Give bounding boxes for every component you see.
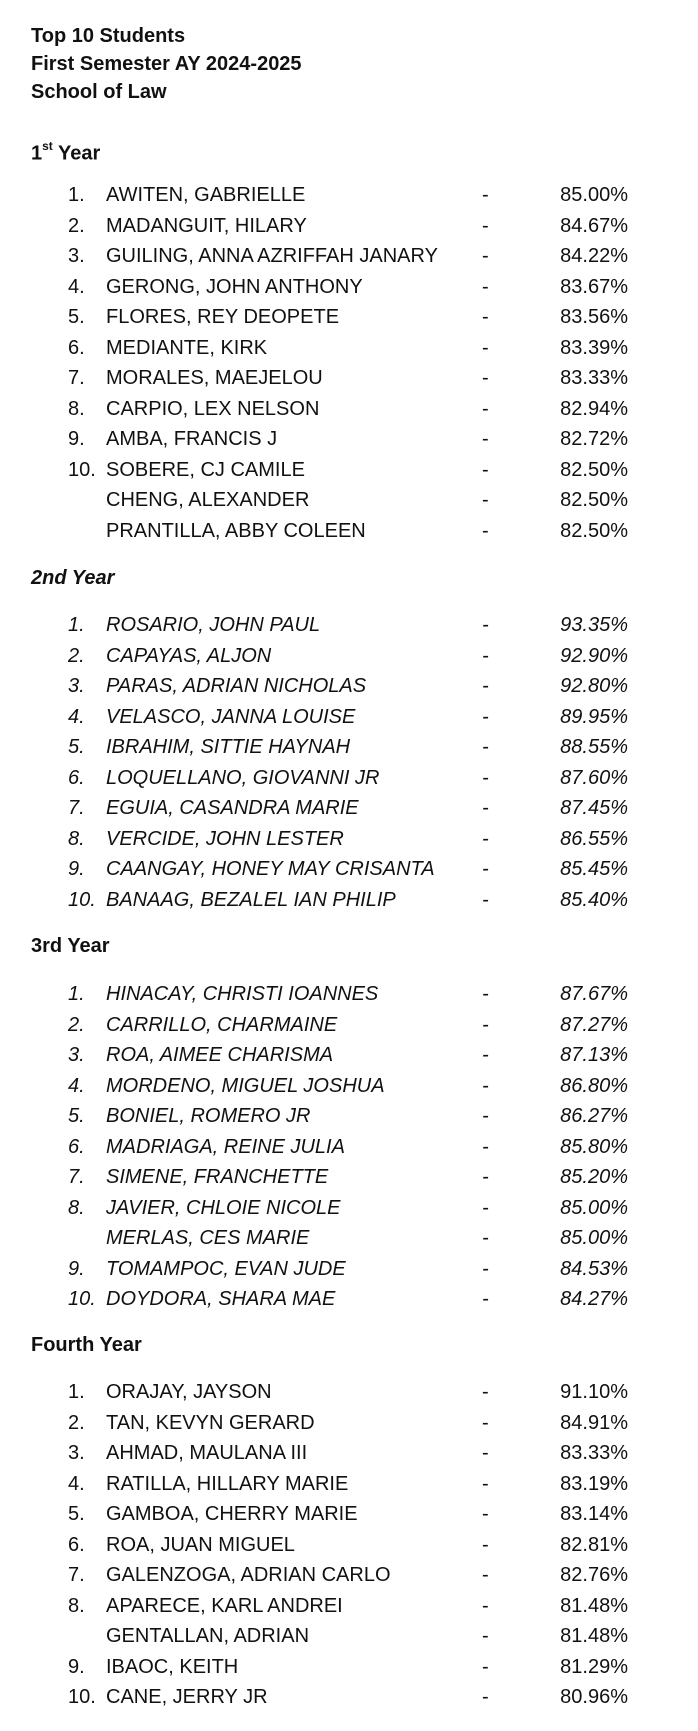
student-row [0, 671, 698, 702]
grade-percentage: 83.19% [560, 1472, 628, 1495]
student-name: RATILLA, HILLARY MARIE [106, 1472, 349, 1495]
grade-percentage: 82.50% [560, 519, 628, 542]
section-title-2nd-year: 2nd Year [31, 567, 115, 589]
separator-dash: - [482, 1135, 489, 1158]
grade-percentage: 86.55% [560, 827, 628, 850]
grade-percentage: 86.27% [560, 1105, 628, 1127]
grade-percentage: 82.94% [560, 397, 628, 420]
student-name: TOMAMPOC, EVAN JUDE [106, 1257, 346, 1280]
grade-percentage: 85.00% [560, 1196, 628, 1219]
grade-percentage: 87.13% [560, 1044, 628, 1066]
separator-dash: - [482, 1074, 489, 1097]
student-name: GUILING, ANNA AZRIFFAH JANARY [106, 245, 438, 267]
grade-percentage: 82.72% [560, 428, 628, 450]
rank-number: 3. [68, 1044, 85, 1066]
rank-number: 8. [68, 827, 85, 850]
student-name: IBRAHIM, SITTIE HAYNAH [106, 736, 351, 758]
student-name: EGUIA, CASANDRA MARIE [106, 797, 359, 819]
rank-number: 4. [68, 705, 85, 728]
separator-dash: - [482, 1044, 489, 1066]
rank-number: 7. [68, 1166, 85, 1188]
student-row [0, 1132, 698, 1163]
rank-number: 8. [68, 397, 85, 420]
separator-dash: - [482, 1166, 489, 1188]
rank-number: 5. [68, 306, 85, 328]
student-name: AMBA, FRANCIS J [106, 428, 278, 450]
separator-dash: - [482, 367, 489, 389]
student-row [0, 272, 698, 303]
rank-number: 10. [68, 888, 96, 911]
rank-number: 4. [68, 275, 85, 298]
student-name: MEDIANTE, KIRK [106, 336, 268, 359]
rank-number: 2. [68, 1411, 85, 1434]
student-row [0, 363, 698, 394]
student-row [0, 824, 698, 855]
student-name: CAANGAY, HONEY MAY CRISANTA [106, 858, 435, 880]
student-name: LOQUELLANO, GIOVANNI JR [106, 766, 380, 789]
student-name: IBAOC, KEITH [106, 1655, 239, 1678]
student-name: PRANTILLA, ABBY COLEEN [106, 519, 366, 542]
grade-percentage: 83.33% [560, 1442, 628, 1464]
grade-percentage: 89.95% [560, 705, 628, 728]
grade-percentage: 87.27% [560, 1013, 628, 1036]
separator-dash: - [482, 644, 489, 667]
student-row [0, 702, 698, 733]
student-name: ROA, JUAN MIGUEL [106, 1533, 295, 1556]
student-name: GERONG, JOHN ANTHONY [106, 275, 363, 298]
separator-dash: - [482, 1442, 489, 1464]
grade-percentage: 82.50% [560, 458, 628, 481]
grade-percentage: 92.90% [560, 644, 628, 667]
grade-percentage: 83.56% [560, 306, 628, 328]
grade-percentage: 86.80% [560, 1074, 628, 1097]
student-row [0, 1284, 698, 1315]
grade-percentage: 85.00% [560, 1227, 628, 1249]
student-name: MORALES, MAEJELOU [106, 367, 323, 389]
separator-dash: - [482, 736, 489, 758]
grade-percentage: 83.39% [560, 336, 628, 359]
rank-number: 3. [68, 245, 85, 267]
grade-percentage: 84.53% [560, 1257, 628, 1280]
student-name: VERCIDE, JOHN LESTER [106, 827, 344, 850]
grade-percentage: 88.55% [560, 736, 628, 758]
separator-dash: - [482, 1288, 489, 1310]
grade-percentage: 84.67% [560, 214, 628, 237]
student-name: CANE, JERRY JR [106, 1686, 268, 1708]
grade-percentage: 85.40% [560, 888, 628, 911]
separator-dash: - [482, 1013, 489, 1036]
section-title-prefix: 1 [31, 142, 43, 165]
grade-percentage: 85.45% [560, 858, 628, 880]
student-name: MADRIAGA, REINE JULIA [106, 1135, 345, 1158]
student-row [0, 1162, 698, 1193]
student-name: AHMAD, MAULANA III [106, 1442, 308, 1464]
grade-percentage: 91.10% [560, 1381, 628, 1403]
student-row [0, 1621, 698, 1652]
rank-number: 3. [68, 1442, 85, 1464]
separator-dash: - [482, 1594, 489, 1617]
student-row [0, 1193, 698, 1224]
student-row [0, 979, 698, 1010]
separator-dash: - [482, 766, 489, 789]
separator-dash: - [482, 858, 489, 880]
rank-number: 8. [68, 1594, 85, 1617]
student-row [0, 641, 698, 672]
student-name: APARECE, KARL ANDREI [106, 1594, 343, 1617]
student-row [0, 1530, 698, 1561]
separator-dash: - [482, 1503, 489, 1525]
student-row [0, 1560, 698, 1591]
student-name: ROA, AIMEE CHARISMA [106, 1044, 334, 1066]
student-name: BANAAG, BEZALEL IAN PHILIP [106, 888, 396, 911]
list-2nd-year [0, 610, 698, 915]
separator-dash: - [482, 705, 489, 728]
rank-number: 1. [68, 614, 85, 636]
student-row [0, 1438, 698, 1469]
separator-dash: - [482, 458, 489, 481]
rank-number: 9. [68, 858, 85, 880]
grade-percentage: 87.60% [560, 766, 628, 789]
header-school: School of Law [31, 81, 167, 103]
student-name: BONIEL, ROMERO JR [106, 1105, 311, 1127]
student-name: DOYDORA, SHARA MAE [106, 1288, 336, 1310]
separator-dash: - [482, 306, 489, 328]
separator-dash: - [482, 1625, 489, 1647]
rank-number: 9. [68, 1257, 85, 1280]
separator-dash: - [482, 1257, 489, 1280]
separator-dash: - [482, 275, 489, 298]
separator-dash: - [482, 1655, 489, 1678]
student-row [0, 485, 698, 516]
separator-dash: - [482, 1472, 489, 1495]
separator-dash: - [482, 1227, 489, 1249]
separator-dash: - [482, 1196, 489, 1219]
grade-percentage: 83.67% [560, 275, 628, 298]
student-name: CAPAYAS, ALJON [106, 644, 272, 667]
student-row [0, 424, 698, 455]
separator-dash: - [482, 245, 489, 267]
student-name: PARAS, ADRIAN NICHOLAS [106, 675, 367, 697]
list-3rd-year [0, 979, 698, 1315]
rank-number: 2. [68, 1013, 85, 1036]
grade-percentage: 81.48% [560, 1625, 628, 1647]
rank-number: 6. [68, 336, 85, 359]
list-fourth-year [0, 1377, 698, 1713]
rank-number: 4. [68, 1472, 85, 1495]
student-name: GENTALLAN, ADRIAN [106, 1625, 310, 1647]
student-row [0, 394, 698, 425]
separator-dash: - [482, 1533, 489, 1556]
separator-dash: - [482, 1686, 489, 1708]
grade-percentage: 81.29% [560, 1655, 628, 1678]
student-row [0, 1469, 698, 1500]
section-title-1st-year [31, 135, 100, 167]
grade-percentage: 84.27% [560, 1288, 628, 1310]
student-name: MORDENO, MIGUEL JOSHUA [106, 1074, 385, 1097]
student-row [0, 1101, 698, 1132]
grade-percentage: 82.76% [560, 1564, 628, 1586]
rank-number: 6. [68, 1533, 85, 1556]
student-name: ORAJAY, JAYSON [106, 1381, 272, 1403]
student-name: GAMBOA, CHERRY MARIE [106, 1503, 358, 1525]
student-name: ROSARIO, JOHN PAUL [106, 614, 321, 636]
grade-percentage: 82.50% [560, 489, 628, 511]
header-semester: First Semester AY 2024-2025 [31, 53, 302, 75]
student-row [0, 1591, 698, 1622]
student-row [0, 1377, 698, 1408]
separator-dash: - [482, 519, 489, 542]
student-row [0, 610, 698, 641]
rank-number: 7. [68, 367, 85, 389]
rank-number: 7. [68, 797, 85, 819]
grade-percentage: 92.80% [560, 675, 628, 697]
rank-number: 1. [68, 1381, 85, 1403]
student-row [0, 1071, 698, 1102]
rank-number: 4. [68, 1074, 85, 1097]
student-row [0, 732, 698, 763]
student-name: FLORES, REY DEOPETE [106, 306, 340, 328]
rank-number: 3. [68, 675, 85, 697]
student-row [0, 885, 698, 916]
student-row [0, 180, 698, 211]
list-1st-year [0, 180, 698, 546]
separator-dash: - [482, 336, 489, 359]
student-row [0, 763, 698, 794]
student-row [0, 1652, 698, 1683]
student-name: VELASCO, JANNA LOUISE [106, 705, 356, 728]
grade-percentage: 85.80% [560, 1135, 628, 1158]
separator-dash: - [482, 428, 489, 450]
grade-percentage: 84.22% [560, 245, 628, 267]
separator-dash: - [482, 184, 489, 206]
rank-number: 10. [68, 1288, 96, 1310]
student-row [0, 1254, 698, 1285]
section-title-3rd-year: 3rd Year [31, 935, 110, 957]
student-name: MERLAS, CES MARIE [106, 1227, 310, 1249]
separator-dash: - [482, 797, 489, 819]
grade-percentage: 84.91% [560, 1411, 628, 1434]
student-name: MADANGUIT, HILARY [106, 214, 307, 237]
separator-dash: - [482, 983, 489, 1005]
grade-percentage: 83.33% [560, 367, 628, 389]
rank-number: 1. [68, 184, 85, 206]
rank-number: 5. [68, 1503, 85, 1525]
rank-number: 5. [68, 1105, 85, 1127]
rank-number: 6. [68, 766, 85, 789]
student-row [0, 1682, 698, 1713]
grade-percentage: 80.96% [560, 1686, 628, 1708]
separator-dash: - [482, 489, 489, 511]
student-row [0, 1499, 698, 1530]
separator-dash: - [482, 827, 489, 850]
student-row [0, 1223, 698, 1254]
rank-number: 2. [68, 214, 85, 237]
grade-percentage: 85.00% [560, 184, 628, 206]
student-name: TAN, KEVYN GERARD [106, 1411, 315, 1434]
student-name: SIMENE, FRANCHETTE [106, 1166, 329, 1188]
rank-number: 9. [68, 1655, 85, 1678]
student-name: CARPIO, LEX NELSON [106, 397, 320, 420]
rank-number: 10. [68, 458, 96, 481]
student-row [0, 1040, 698, 1071]
rank-number: 7. [68, 1564, 85, 1586]
student-row [0, 211, 698, 242]
student-row [0, 1010, 698, 1041]
student-row [0, 1408, 698, 1439]
rank-number: 8. [68, 1196, 85, 1219]
separator-dash: - [482, 1105, 489, 1127]
document-header [31, 22, 302, 106]
grade-percentage: 87.67% [560, 983, 628, 1005]
rank-number: 1. [68, 983, 85, 1005]
separator-dash: - [482, 888, 489, 911]
rank-number: 5. [68, 736, 85, 758]
grade-percentage: 87.45% [560, 797, 628, 819]
student-name: CHENG, ALEXANDER [106, 489, 310, 511]
separator-dash: - [482, 614, 489, 636]
header-title: Top 10 Students [31, 25, 186, 47]
separator-dash: - [482, 397, 489, 420]
separator-dash: - [482, 1564, 489, 1586]
student-name: GALENZOGA, ADRIAN CARLO [106, 1564, 391, 1586]
grade-percentage: 81.48% [560, 1594, 628, 1617]
grade-percentage: 85.20% [560, 1166, 628, 1188]
student-row [0, 333, 698, 364]
student-row [0, 241, 698, 272]
separator-dash: - [482, 214, 489, 237]
student-row [0, 455, 698, 486]
student-row [0, 854, 698, 885]
student-row [0, 516, 698, 547]
student-name: HINACAY, CHRISTI IOANNES [106, 983, 379, 1005]
rank-number: 2. [68, 644, 85, 667]
rank-number: 9. [68, 428, 85, 450]
student-name: AWITEN, GABRIELLE [106, 184, 306, 206]
student-name: CARRILLO, CHARMAINE [106, 1013, 338, 1036]
student-row [0, 302, 698, 333]
separator-dash: - [482, 1381, 489, 1403]
student-name: JAVIER, CHLOIE NICOLE [106, 1196, 341, 1219]
grade-percentage: 82.81% [560, 1533, 628, 1556]
section-title-fourth-year: Fourth Year [31, 1334, 142, 1356]
section-title-superscript: st [42, 139, 53, 153]
separator-dash: - [482, 1411, 489, 1434]
student-name: SOBERE, CJ CAMILE [106, 458, 305, 481]
section-title-suffix: Year [52, 142, 101, 165]
rank-number: 10. [68, 1686, 96, 1708]
grade-percentage: 93.35% [560, 614, 628, 636]
student-row [0, 793, 698, 824]
grade-percentage: 83.14% [560, 1503, 628, 1525]
rank-number: 6. [68, 1135, 85, 1158]
separator-dash: - [482, 675, 489, 697]
